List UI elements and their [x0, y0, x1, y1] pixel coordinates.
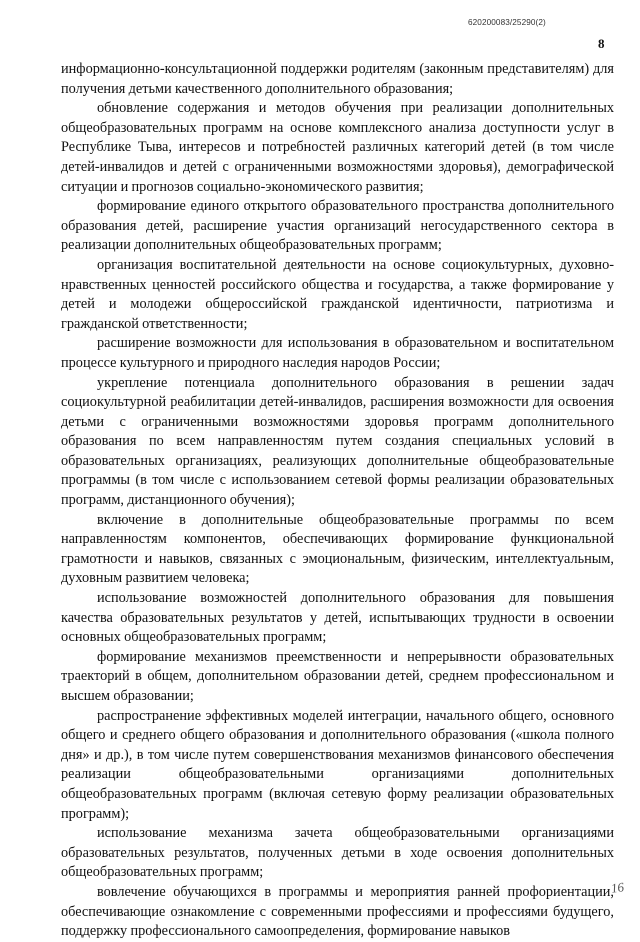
page-number: 8	[598, 36, 605, 51]
paragraph: организация воспитательной деятельности на основе социокультурных, духовно-нравственных ценностей российского общества и государства, а также формирование у детей и молодежи общероссийской гражданской идентичности, патриотизма и гражданской ответственности;	[61, 256, 614, 332]
paragraph: распространение эффективных моделей интеграции, начального общего, основного общего и среднего общего образования и дополнительного образования («школа полного дня» и др.), в том числе путем совершенствования механизмов финансового обеспечения реализации общеобразовательными организациями дополнительных общеобразовательных программ (включая сетевую форму реализации образовательных программ);	[61, 707, 614, 822]
paragraph: включение в дополнительные общеобразовательные программы по всем направленностям компонентов, обеспечивающих формирование функциональной грамотности и навыков, связанных с эмоциональным, физическим, интеллектуальным, духовным развитием человека;	[61, 511, 614, 587]
paragraph: укрепление потенциала дополнительного образования в решении задач социокультурной реабилитации детей-инвалидов, расширения возможности для освоения детьми с ограниченными возможностями здоровья программ дополнительного образования по всем направленностям путем создания специальных условий в образовательных организациях, реализующих дополнительные общеобразовательные программы (в том числе с использованием сетевой формы реализации образовательных программ, дистанционного обучения);	[61, 374, 614, 509]
paragraph: информационно-консультационной поддержки родителям (законным представителям) для получения детьми качественного дополнительного образования;	[61, 61, 614, 97]
document-body	[61, 60, 614, 942]
document-id: 620200083/25290(2)	[468, 18, 546, 27]
paragraph: расширение возможности для использования в образовательном и воспитательном процессе культурного и природного наследия народов России;	[61, 335, 614, 371]
paragraph: формирование единого открытого образовательного пространства дополнительного образования детей, расширение участия организаций негосударственного сектора в реализации дополнительных общеобразовательных программ;	[61, 198, 614, 254]
paragraph: использование механизма зачета общеобразовательными организациями образовательных результатов, полученных детьми в ходе освоения дополнительных общеобразовательных программ;	[61, 825, 614, 881]
paragraph: обновление содержания и методов обучения при реализации дополнительных общеобразовательных программ на основе комплексного анализа доступности услуг в Республике Тыва, интересов и потребностей различных категорий детей (в том числе детей-инвалидов и детей с ограниченными возможностями здоровья), демографической ситуации и прогнозов социально-экономического развития;	[61, 100, 614, 195]
paragraph: формирование механизмов преемственности и непрерывности образовательных траекторий в общем, дополнительном образовании детей, среднем профессиональном и высшем образовании;	[61, 648, 614, 704]
paragraph: использование возможностей дополнительного образования для повышения качества образовательных результатов у детей, испытывающих трудности в освоении основных общеобразовательных программ;	[61, 590, 614, 646]
paragraph: вовлечение обучающихся в программы и мероприятия ранней профориентации, обеспечивающие ознакомление с современными профессиями и профессиями будущего, поддержку профессионального самоопределения, формирование навыков	[61, 883, 614, 940]
handwritten-page-mark: 16	[609, 879, 625, 896]
